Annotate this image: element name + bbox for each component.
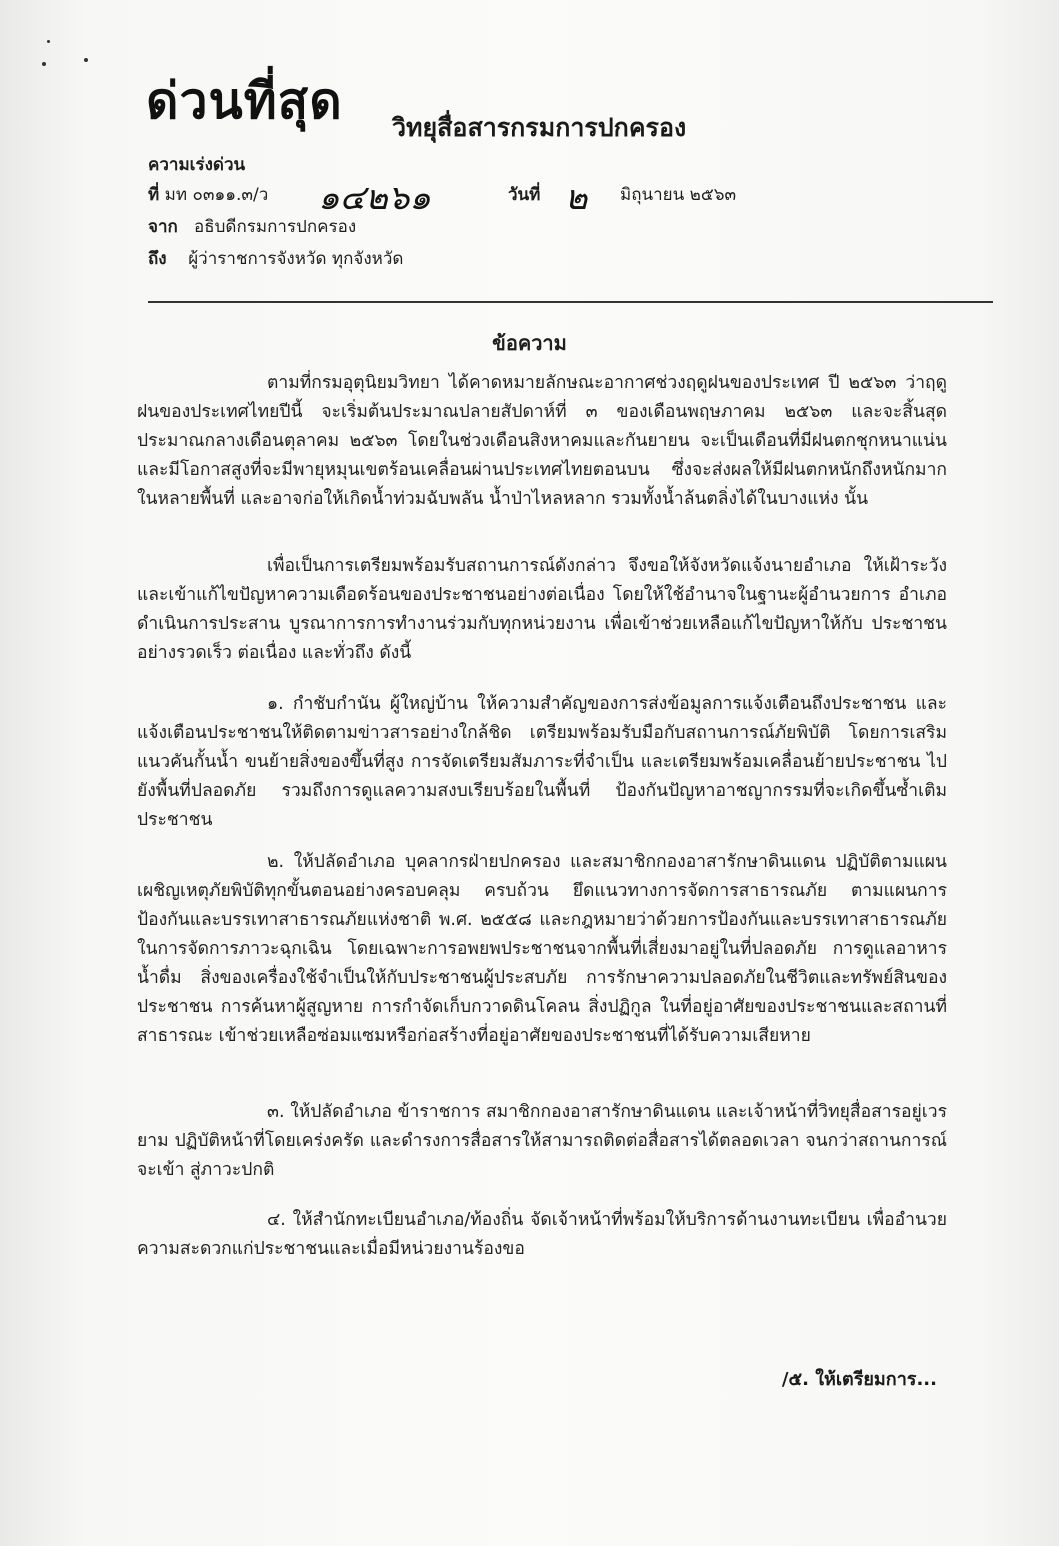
from-line [148,213,356,240]
paragraph-item-2: ๒. ให้ปลัดอำเภอ บุคลากรฝ่ายปกครอง และสมาชิกกองอาสารักษาดินแดน ปฏิบัติตามแผน เผชิญเหตุภัยพิบัติทุกขั้นตอนอย่างครอบคลุม ครบถ้วน ยึดแนวทางการจัดการสาธารณภัย ตามแผนการ ป้องกันและบรรเทาสาธารณภัยแห่งชาติ พ.ศ. ๒๕๕๘ และกฎหมายว่าด้วยการป้องกันและบรรเทาสาธารณภัย ในการจัดการภาวะฉุกเฉิน โดยเฉพาะการอพยพประชาชนจากพื้นที่เสี่ยงมาอยู่ในที่ปลอดภัย การดูแลอาหาร น้ำดื่ม สิ่งของเครื่องใช้จำเป็นให้กับประชาชนผู้ประสบภัย การรักษาความปลอดภัยในชีวิตและทรัพย์สินของ ประชาชน การค้นหาผู้สูญหาย การกำจัดเก็บกวาดดินโคลน สิ่งปฏิกูล ในที่อยู่อาศัยของประชาชนและสถานที่ สาธารณะ เข้าช่วยเหลือซ่อมแซมหรือก่อสร้างที่อยู่อาศัยของประชาชนที่ได้รับความเสียหาย [137,852,947,1046]
urgency-label: ความเร่งด่วน [148,155,246,175]
from-value: อธิบดีกรมการปกครอง [194,217,357,237]
ref-value: มท ๐๓๑๑.๓/ว [164,185,269,205]
paragraph-item-4: ๔. ให้สำนักทะเบียนอำเภอ/ท้องถิ่น จัดเจ้าหน้าที่พร้อมให้บริการด้านงานทะเบียน เพื่ออำนวยความสะดวกแก่ประชาชนและเมื่อมีหน่วยงานร้องขอ [137,1210,947,1259]
scan-speck [84,58,88,62]
reference-line [148,181,268,208]
paragraph-intro: ตามที่กรมอุตุนิยมวิทยา ได้คาดหมายลักษณะอากาศช่วงฤดูฝนของประเทศ ปี ๒๕๖๓ ว่าฤดูฝนของประเทศไทยปีนี้ จะเริ่มต้นประมาณปลายสัปดาห์ที่ ๓ ของเดือนพฤษภาคม ๒๕๖๓ และจะสิ้นสุดประมาณกลางเดือนตุลาคม ๒๕๖๓ โดยในช่วงเดือนสิงหาคมและกันยายน จะเป็นเดือนที่มีฝนตกชุกหนาแน่น และมีโอกาสสูงที่จะมีพายุหมุนเขตร้อนเคลื่อนผ่านประเทศไทยตอนบน ซึ่งจะส่งผลให้มีฝนตกหนักถึงหนักมาก ในหลายพื้นที่ และอาจก่อให้เกิดน้ำท่วมฉับพลัน น้ำป่าไหลหลาก รวมทั้งน้ำล้นตลิ่งได้ในบางแห่ง นั้น [137,373,947,509]
to-value: ผู้ว่าราชการจังหวัด ทุกจังหวัด [188,249,404,269]
subject-heading: ข้อความ [492,331,567,355]
to-line [148,245,403,272]
to-label: ถึง [148,249,167,269]
scan-speck [42,62,46,66]
from-label: จาก [148,217,178,237]
urgency-stamp: ด่วนที่สุด [146,72,343,130]
paragraph-item-3: ๓. ให้ปลัดอำเภอ ข้าราชการ สมาชิกกองอาสารักษาดินแดน และเจ้าหน้าที่วิทยุสื่อสารอยู่เวรยาม ปฏิบัติหน้าที่โดยเคร่งครัด และดำรงการสื่อสารให้สามารถติดต่อสื่อสารได้ตลอดเวลา จนกว่าสถานการณ์จะเข้า สู่ภาวะปกติ [137,1102,947,1180]
agency-title: วิทยุสื่อสารกรมการปกครอง [392,113,687,142]
paragraph-item-1: ๑. กำชับกำนัน ผู้ใหญ่บ้าน ให้ความสำคัญของการส่งข้อมูลการแจ้งเตือนถึงประชาชน และ แจ้งเตือนประชาชนให้ติดตามข่าวสารอย่างใกล้ชิด เตรียมพร้อมรับมือกับสถานการณ์ภัยพิบัติ โดยการเสริม แนวคันกั้นน้ำ ขนย้ายสิ่งของขึ้นที่สูง การจัดเตรียมสัมภาระที่จำเป็น และเตรียมพร้อมเคลื่อนย้ายประชาชน ไปยังพื้นที่ปลอดภัย รวมถึงการดูแลความสงบเรียบร้อยในพื้นที่ ป้องกันปัญหาอาชญากรรมที่จะเกิดขึ้นซ้ำเติม ประชาชน [137,694,947,830]
header-divider [148,301,993,303]
scan-speck [47,40,50,43]
ref-label: ที่ [148,185,160,205]
date-month-year: มิถุนายน ๒๕๖๓ [620,185,737,205]
ref-number-handwritten: ๑๔๒๖๑ [318,178,431,218]
date-day-handwritten: ๒ [565,178,588,218]
date-label: วันที่ [508,185,541,205]
paragraph-instruction: เพื่อเป็นการเตรียมพร้อมรับสถานการณ์ดังกล่าว จึงขอให้จังหวัดแจ้งนายอำเภอ ให้เฝ้าระวัง และเข้าแก้ไขปัญหาความเดือดร้อนของประชาชนอย่างต่อเนื่อง โดยให้ใช้อำนาจในฐานะผู้อำนวยการ อำเภอ ดำเนินการประสาน บูรณาการการทำงานร่วมกับทุกหน่วยงาน เพื่อเข้าช่วยเหลือแก้ไขปัญหาให้กับ ประชาชนอย่างรวดเร็ว ต่อเนื่อง และทั่วถึง ดังนี้ [137,556,947,663]
continuation-note: /๕. ให้เตรียมการ... [781,1369,937,1390]
